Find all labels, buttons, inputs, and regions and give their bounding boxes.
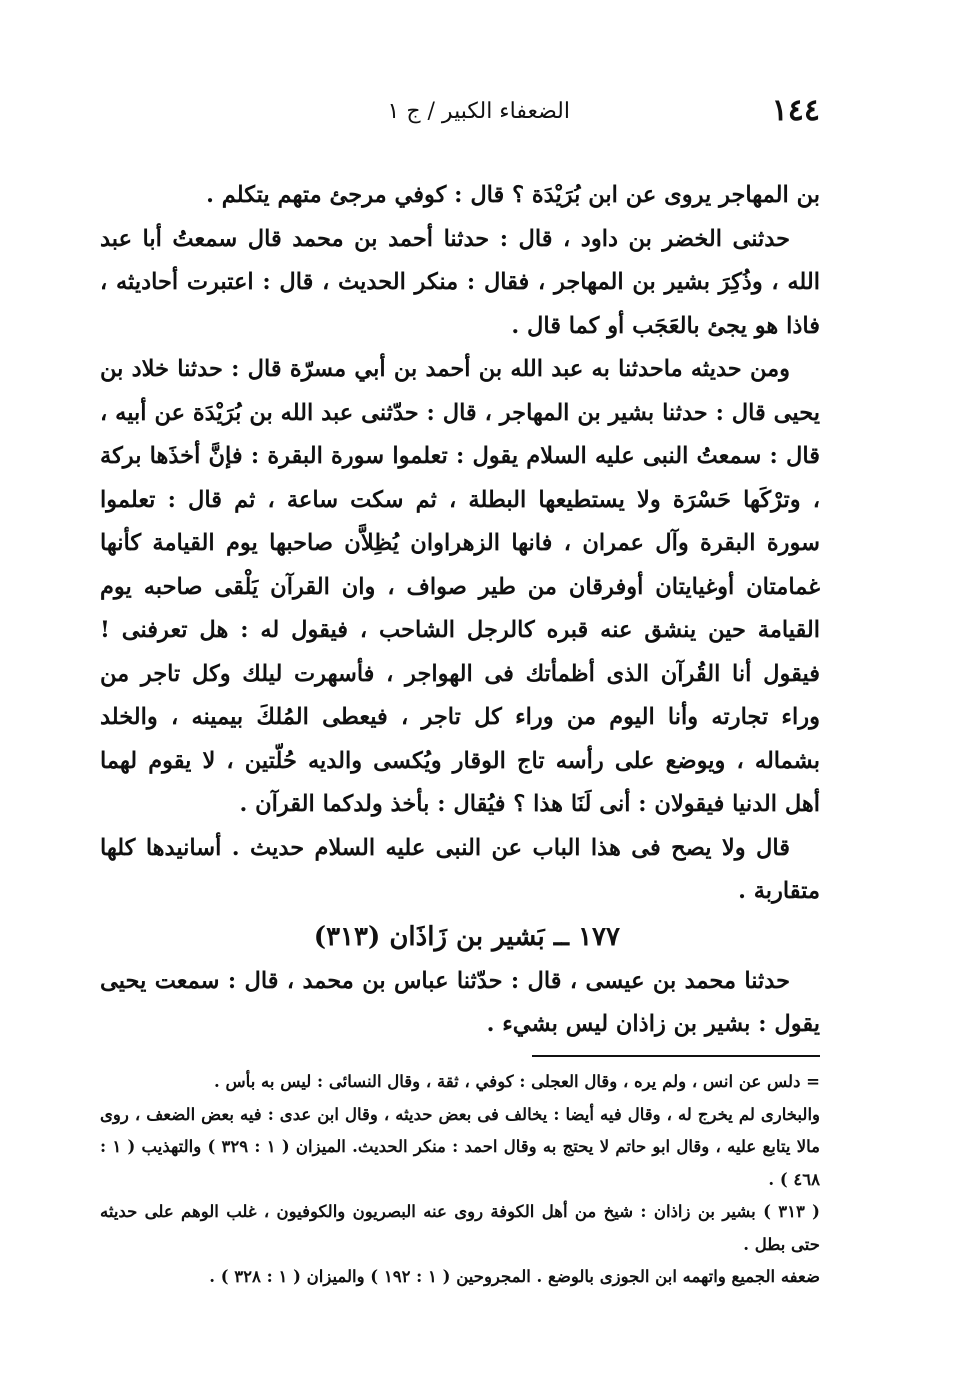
footnote-divider [532,1055,820,1057]
footnote-3: ( ٣١٣ ) بشير بن زاذان : شيخ من أهل الكوفة روى عنه البصريون والكوفيون ، غلب الوهم على حديثه حتى بطل . [100,1202,820,1254]
page-header [200,93,820,133]
paragraph-5: حدثنا محمد بن عيسى ، قال : حدّثنا عباس بن محمد ، قال : سمعت يحيى يقول : بشير بن زاذان ليس بشيء . [100,967,820,1037]
footnote-4: ضعفه الجميع واتهمه ابن الجوزى بالوضع . المجروحين ( ١ : ١٩٢ ) والميزان ( ١ : ٣٢٨ ) . [209,1267,820,1286]
running-title: الضعفاء الكبير / ج ١ [387,99,570,124]
paragraph-1: بن المهاجر يروى عن ابن بُرَيْدَة ؟ قال : كوفي مرجئ متهم يتكلم . [206,182,820,208]
page-number: ١٤٤ [771,93,820,128]
footnote-2: والبخارى لم يخرج له ، وقال فيه أيضا : يخالف فى بعض حديثه ، وقال ابن عدى : فيه بعض الضعف ، روى مالا يتابع عليه ، وقال ابو حاتم لا يحتج به وقال احمد : منكر الحديث. الميزان ( ١ : ٣٢٩ ) والتهذيب ( ١ : ٤٦٨ ) . [100,1104,821,1189]
paragraph-3: ومن حديثه ماحدثنا به عبد الله بن أحمد بن أبي مسرّة قال : حدثنا خلاد بن يحيى قال : حدثنا بشير بن المهاجر ، قال : حدّثنى عبد الله بن بُرَيْدَة عن أبيه ، قال : سمعتُ النبى عليه السلام يقول : تعلموا سورة البقرة : فإنَّ أخذَها بركة ، وترْكَها حَسْرَة ولا يستطيعها البطلة ، ثم سكت ساعة ، ثم قال : تعلموا سورة البقرة وآل عمران ، فانها الزهراوان يُظِلاَّن صاحبها يوم القيامة كأنها غمامتان أوغيايتان أوفرقان من طير صواف ، وان القرآن يَلْقى صاحبه يوم القيامة حين ينشق عنه قبره كالرجل الشاحب ، فيقول له : هل تعرفنى ! فيقول أنا القُرآن الذى أظمأتك فى الهواجر ، فأسهرت ليلك وكل تاجر من وراء تجارته وأنا اليوم من وراء كل تاجر ، فيعطى المُلكَ بيمينه ، والخلد بشماله ، ويوضع على رأسه تاج الوقار ويُكسى والديه حُلّتين ، لا يقوم لهما أهل الدنيا فيقولان : أنى لَنَا هذا ؟ فيُقال : بأخذ ولدكما القرآن . [100,356,820,817]
entry-heading: ١٧٧ ــ بَشير بن زَاذَان (٣١٣) [313,921,620,952]
paragraph-4: قال ولا يصح فى هذا الباب عن النبى عليه السلام حديث . أسانيدها كلها متقاربة . [100,834,820,904]
paragraph-2: حدثنى الخضر بن داود ، قال : حدثنا أحمد بن محمد قال سمعتُ أبا عبد الله ، وذُكِرَ بشير بن المهاجر ، فقال : منكر الحديث ، قال : اعتبرت أحاديثه ، فاذا هو يجئ بالعَجَب أو كما قال . [100,225,820,339]
main-text [100,174,820,1047]
footnote-1: = دلس عن انس ، ولم يره ، وقال العجلى : كوفي ، ثقة ، وقال النسائى : ليس به بأس . [214,1072,820,1091]
footnotes [100,1066,820,1294]
